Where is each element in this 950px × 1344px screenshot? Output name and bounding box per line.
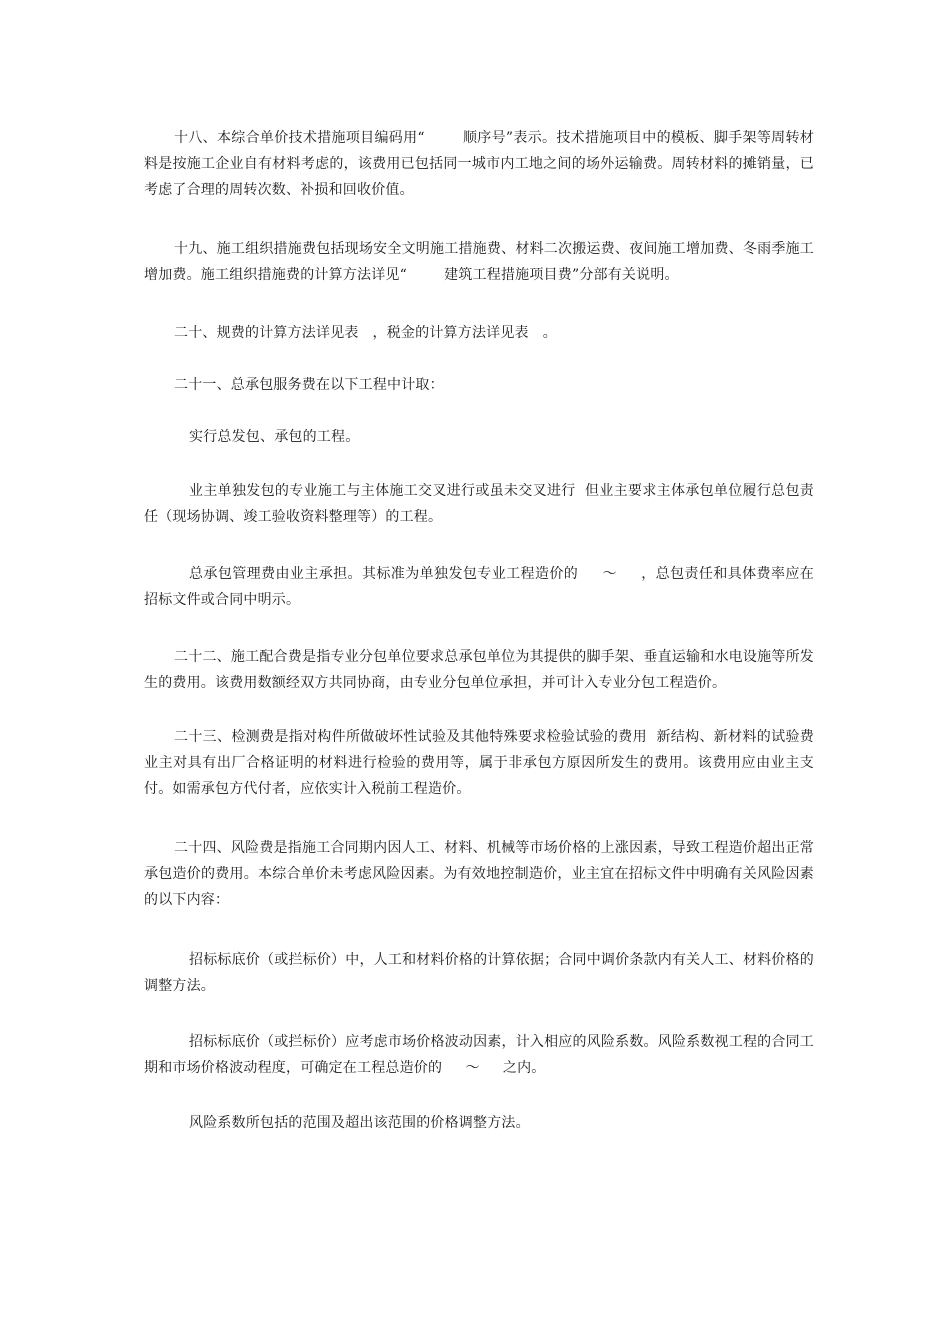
paragraph-23: 二十三、检测费是指对构件所做破坏性试验及其他特殊要求检验试验的费用 新结构、新材料的试验费 业主对具有出厂合格证明的材料进行检验的费用等，属于非承包方原因所发生的费用。该费用应由业主支付。如需承包方代付者，应依实计入税前工程造价。 [144,729,824,797]
paragraph-24: 二十四、风险费是指施工合同期内因人工、材料、机械等市场价格的上涨因素，导致工程造价超出正常承包造价的费用。本综合单价未考虑风险因素。为有效地控制造价，业主宜在招标文件中明确有关风险因素的以下内容： [144,840,814,908]
paragraph-24-item-1: 招标标底价（或拦标价）中，人工和材料价格的计算依据；合同中调价条款内有关人工、材料价格的调整方法。 [144,952,814,994]
paragraph-19: 十九、施工组织措施费包括现场安全文明施工措施费、材料二次搬运费、夜间施工增加费、冬雨季施工增加费。施工组织措施费的计算方法详见“ 建筑工程措施项目费”分部有关说明。 [144,241,814,283]
paragraph-21-item-2: 业主单独发包的专业施工与主体施工交叉进行或虽未交叉进行 但业主要求主体承包单位履行总包责任（现场协调、竣工验收资料整理等）的工程。 [144,483,814,525]
paragraph-22: 二十二、施工配合费是指专业分包单位要求总承包单位为其提供的脚手架、垂直运输和水电设施等所发生的费用。该费用数额经双方共同协商，由专业分包单位承担，并可计入专业分包工程造价。 [144,649,814,691]
paragraph-21: 二十一、总承包服务费在以下工程中计取： [174,377,444,393]
paragraph-24-item-2: 招标标底价（或拦标价）应考虑市场价格波动因素，计入相应的风险系数。风险系数视工程的合同工期和市场价格波动程度，可确定在工程总造价的 ～ 之内。 [144,1034,814,1076]
paragraph-21-item-1: 实行总发包、承包的工程。 [189,429,360,445]
paragraph-24-item-3: 风险系数所包括的范围及超出该范围的价格调整方法。 [189,1115,530,1131]
paragraph-20: 二十、规费的计算方法详见表 ，税金的计算方法详见表 。 [174,325,557,341]
paragraph-18: 十八、本综合单价技术措施项目编码用“ 顺序号”表示。技术措施项目中的模板、脚手架等周转材料是按施工企业自有材料考虑的，该费用已包括同一城市内工地之间的场外运输费。周转材料的摊销量，已考虑了合理的周转次数、补损和回收价值。 [144,130,814,198]
paragraph-21-item-3: 总承包管理费由业主承担。其标准为单独发包专业工程造价的 ～ ，总包责任和具体费率应在招标文件或合同中明示。 [144,566,814,608]
